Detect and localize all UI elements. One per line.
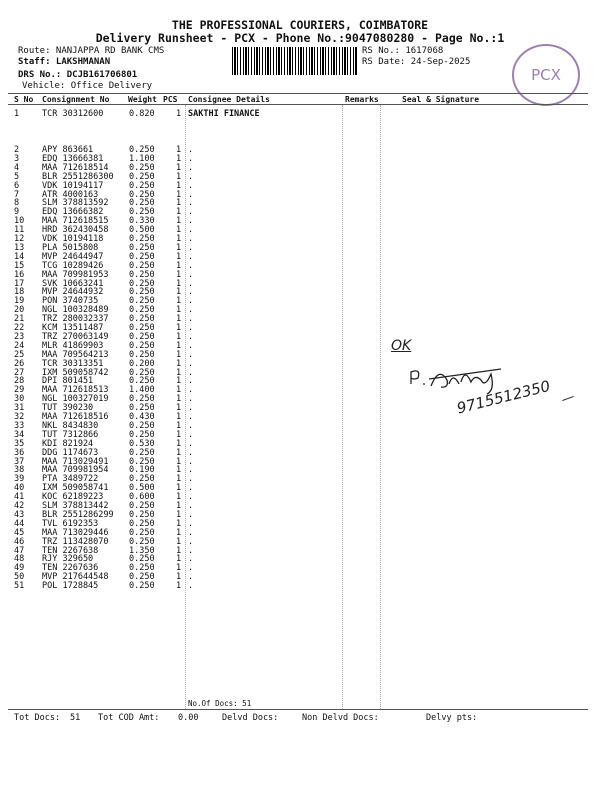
cell-pcs: 1 [176, 492, 182, 503]
cell-pcs: 1 [176, 162, 182, 173]
cell-detail: . [188, 545, 194, 556]
header-bottom-rule [8, 104, 588, 105]
cell-detail: . [188, 296, 194, 307]
col-seal: Seal & Signature [402, 95, 480, 104]
cell-cons: RJY 329650 [42, 554, 94, 565]
no-of-docs: No.Of Docs: 51 [188, 699, 252, 708]
cell-pcs: 1 [176, 412, 182, 422]
cell-cons: NKL 8434830 [42, 420, 99, 431]
cell-detail: . [188, 474, 194, 485]
cell-wt: 0.530 [129, 438, 155, 449]
footer-rule [8, 709, 588, 710]
cell-sno: 11 [14, 225, 25, 236]
cell-sno: 40 [14, 483, 25, 494]
cell-wt: 0.250 [129, 340, 155, 351]
cell-pcs: 1 [176, 331, 182, 342]
cell-wt: 0.250 [129, 278, 155, 289]
cell-cons: HRD 362430458 [42, 225, 109, 236]
cell-pcs: 1 [176, 340, 182, 351]
pcx-stamp [512, 44, 580, 106]
cell-sno: 22 [14, 323, 25, 333]
cell-sno: 31 [14, 403, 25, 414]
cell-wt: 0.250 [129, 260, 155, 271]
col-pcs: PCS [163, 95, 178, 104]
cell-detail: . [188, 483, 194, 494]
cell-pcs: 1 [176, 216, 182, 227]
cell-sno: 8 [14, 198, 20, 209]
cell-pcs: 1 [176, 225, 182, 236]
cell-pcs: 1 [176, 474, 182, 485]
cell-cons: KOC 62189223 [42, 492, 104, 503]
cell-wt: 0.250 [129, 242, 155, 253]
cell-pcs: 1 [176, 171, 182, 182]
cell-cons: DDG 1174673 [42, 447, 99, 458]
cell-cons: ATR 4000163 [42, 189, 99, 200]
cell-wt: 0.250 [129, 563, 155, 574]
cell-pcs: 1 [176, 287, 182, 298]
cell-cons: SVK 10663241 [42, 278, 104, 289]
runsheet-title: Delivery Runsheet - PCX - Phone No.:9047080280 - Page No.:1 [95, 31, 505, 45]
cell-detail: . [188, 251, 194, 262]
cell-pcs: 1 [176, 376, 182, 387]
rs-no: RS No.: 1617068 [362, 46, 444, 56]
cell-pcs: 1 [176, 234, 182, 244]
cell-detail: . [188, 260, 194, 271]
cell-cons: SLM 378813592 [42, 198, 109, 209]
cell-sno: 25 [14, 349, 25, 360]
cell-detail: . [188, 518, 194, 529]
cell-detail: . [188, 554, 194, 565]
cell-pcs: 1 [176, 260, 182, 271]
cell-sno: 18 [14, 287, 25, 298]
cell-cons: MAA 712618514 [42, 162, 109, 173]
non-delvd-docs: Non Delvd Docs: [302, 713, 379, 723]
cell-wt: 0.250 [129, 554, 155, 565]
cell-cons: PLA 5015808 [42, 242, 99, 253]
cell-detail: . [188, 225, 194, 236]
cell-sno: 21 [14, 314, 25, 325]
cell-sno: 44 [14, 518, 25, 529]
cell-detail: . [188, 269, 194, 280]
cell-cons: APY 863661 [42, 145, 94, 155]
cell-detail: . [188, 456, 194, 467]
tot-docs-value: 51 [70, 713, 81, 723]
cell-sno: 7 [14, 189, 20, 200]
cell-wt: 0.250 [129, 572, 155, 583]
cell-cons: MVP 24644947 [42, 251, 104, 262]
col-remarks: Remarks [345, 95, 379, 104]
handwritten-ok: OK [391, 338, 412, 354]
cell-wt: 0.250 [129, 394, 155, 405]
cell-pcs: 1 [176, 581, 182, 592]
cell-pcs: 1 [176, 109, 182, 119]
cell-sno: 14 [14, 251, 25, 262]
cell-detail: . [188, 305, 194, 316]
cell-wt: 0.250 [129, 269, 155, 280]
cell-wt: 0.250 [129, 171, 155, 182]
cell-wt: 0.250 [129, 474, 155, 485]
cell-pcs: 1 [176, 367, 182, 378]
cell-pcs: 1 [176, 251, 182, 262]
company-title: THE PROFESSIONAL COURIERS, COIMBATORE [171, 18, 429, 32]
cell-wt: 0.330 [129, 216, 155, 227]
cell-sno: 27 [14, 367, 25, 378]
cell-sno: 28 [14, 376, 25, 387]
cell-wt: 0.200 [129, 358, 155, 369]
cell-wt: 0.250 [129, 367, 155, 378]
cell-wt: 0.250 [129, 349, 155, 360]
cell-detail: . [188, 385, 194, 396]
cell-wt: 0.250 [129, 429, 155, 440]
cell-cons: SLM 378813442 [42, 501, 109, 511]
cell-wt: 0.250 [129, 234, 155, 244]
cell-pcs: 1 [176, 269, 182, 280]
cell-pcs: 1 [176, 545, 182, 556]
cell-detail: . [188, 563, 194, 574]
cell-cons: TUT 390230 [42, 403, 94, 414]
cell-pcs: 1 [176, 438, 182, 449]
cell-detail: . [188, 376, 194, 387]
cell-pcs: 1 [176, 501, 182, 511]
cell-cons: IXM 509058742 [42, 367, 109, 378]
cell-wt: 0.250 [129, 403, 155, 414]
cell-detail: . [188, 447, 194, 458]
cell-pcs: 1 [176, 518, 182, 529]
cell-pcs: 1 [176, 554, 182, 565]
cell-wt: 0.250 [129, 207, 155, 218]
cell-pcs: 1 [176, 207, 182, 218]
cell-detail: . [188, 403, 194, 414]
cell-pcs: 1 [176, 189, 182, 200]
cell-sno: 2 [14, 145, 20, 155]
cell-sno: 10 [14, 216, 25, 227]
cell-pcs: 1 [176, 394, 182, 405]
stamp-text: PCX [531, 66, 561, 84]
cell-sno: 48 [14, 554, 25, 565]
cell-pcs: 1 [176, 358, 182, 369]
cell-sno: 30 [14, 394, 25, 405]
cell-detail: . [188, 349, 194, 360]
cell-cons: MAA 709564213 [42, 349, 109, 360]
cell-detail: . [188, 323, 194, 333]
cell-pcs: 1 [176, 447, 182, 458]
cell-pcs: 1 [176, 403, 182, 414]
cell-detail: . [188, 153, 194, 164]
cell-wt: 0.250 [129, 162, 155, 173]
cell-cons: MVP 217644548 [42, 572, 109, 583]
cell-wt: 0.250 [129, 501, 155, 511]
cell-detail: . [188, 189, 194, 200]
cell-cons: NGL 100327019 [42, 394, 109, 405]
cell-cons: DPI 801451 [42, 376, 94, 387]
cell-sno: 51 [14, 581, 25, 592]
cell-sno: 32 [14, 412, 25, 422]
cell-cons: POL 1728845 [42, 581, 99, 592]
cell-detail: . [188, 367, 194, 378]
cell-sno: 41 [14, 492, 25, 503]
cell-detail: . [188, 465, 194, 476]
cell-pcs: 1 [176, 563, 182, 574]
cell-sno: 15 [14, 260, 25, 271]
cell-wt: 0.250 [129, 323, 155, 333]
col-weight: Weight [128, 95, 157, 104]
cell-detail: . [188, 314, 194, 325]
cell-detail: . [188, 358, 194, 369]
cell-cons: KDI 821924 [42, 438, 94, 449]
cell-cons: TUT 7312866 [42, 429, 99, 440]
cell-wt: 0.250 [129, 145, 155, 155]
cell-cons: MLR 41869903 [42, 340, 104, 351]
cell-sno: 45 [14, 527, 25, 538]
cell-pcs: 1 [176, 323, 182, 333]
delvy-pts: Delvy pts: [426, 713, 478, 723]
cell-sno: 34 [14, 429, 25, 440]
header-top-rule [8, 93, 588, 94]
cell-wt: 0.250 [129, 314, 155, 325]
cell-pcs: 1 [176, 314, 182, 325]
cell-sno: 1 [14, 109, 20, 119]
cell-detail: . [188, 287, 194, 298]
cell-sno: 5 [14, 171, 20, 182]
col-consignment: Consignment No [42, 95, 110, 104]
cell-sno: 12 [14, 234, 25, 244]
cell-pcs: 1 [176, 145, 182, 155]
cell-cons: MAA 713029446 [42, 527, 109, 538]
cell-pcs: 1 [176, 153, 182, 164]
cell-cons: IXM 509058741 [42, 483, 109, 494]
cell-detail: SAKTHI FINANCE [188, 109, 260, 119]
cell-cons: KCM 13511487 [42, 323, 104, 333]
cell-detail: . [188, 492, 194, 503]
cell-wt: 1.100 [129, 153, 155, 164]
cell-detail: . [188, 438, 194, 449]
cell-pcs: 1 [176, 420, 182, 431]
staff-label: Staff: LAKSHMANAN [18, 57, 111, 67]
cell-cons: MAA 709981954 [42, 465, 109, 476]
cell-sno: 49 [14, 563, 25, 574]
cell-sno: 3 [14, 153, 20, 164]
cell-cons: TVL 6192353 [42, 518, 99, 529]
cell-sno: 4 [14, 162, 20, 173]
cell-wt: 0.500 [129, 483, 155, 494]
cell-detail: . [188, 340, 194, 351]
cell-wt: 0.250 [129, 518, 155, 529]
cell-cons: MAA 712618516 [42, 412, 109, 422]
cell-detail: . [188, 394, 194, 405]
cell-cons: TEN 2267638 [42, 545, 99, 556]
cell-sno: 33 [14, 420, 25, 431]
cell-wt: 1.350 [129, 545, 155, 556]
cell-cons: EDQ 13666382 [42, 207, 104, 218]
cell-detail: . [188, 234, 194, 244]
cell-cons: VDK 10194118 [42, 234, 104, 244]
cell-pcs: 1 [176, 483, 182, 494]
cell-sno: 42 [14, 501, 25, 511]
cell-detail: . [188, 162, 194, 173]
cell-pcs: 1 [176, 527, 182, 538]
cell-wt: 0.250 [129, 331, 155, 342]
cell-detail: . [188, 331, 194, 342]
cell-wt: 0.600 [129, 492, 155, 503]
cell-cons: MAA 713029491 [42, 456, 109, 467]
cell-sno: 24 [14, 340, 25, 351]
tot-cod-value: 0.00 [178, 713, 199, 723]
cell-detail: . [188, 501, 194, 511]
cell-pcs: 1 [176, 572, 182, 583]
cell-wt: 0.250 [129, 296, 155, 307]
cell-pcs: 1 [176, 349, 182, 360]
cell-sno: 26 [14, 358, 25, 369]
cell-sno: 16 [14, 269, 25, 280]
cell-pcs: 1 [176, 385, 182, 396]
cell-detail: . [188, 420, 194, 431]
cell-cons: MAA 712618513 [42, 385, 109, 396]
cell-wt: 0.250 [129, 536, 155, 547]
cell-detail: . [188, 242, 194, 253]
cell-wt: 0.430 [129, 412, 155, 422]
cell-detail: . [188, 180, 194, 191]
cell-sno: 9 [14, 207, 20, 218]
cell-detail: . [188, 412, 194, 422]
delvd-docs: Delvd Docs: [222, 713, 279, 723]
cell-wt: 0.250 [129, 198, 155, 209]
cell-detail: . [188, 216, 194, 227]
cell-sno: 29 [14, 385, 25, 396]
cell-pcs: 1 [176, 198, 182, 209]
cell-detail: . [188, 198, 194, 209]
cell-sno: 17 [14, 278, 25, 289]
cell-wt: 0.250 [129, 287, 155, 298]
rs-date: RS Date: 24-Sep-2025 [362, 57, 471, 67]
cell-pcs: 1 [176, 242, 182, 253]
cell-wt: 0.250 [129, 251, 155, 262]
cell-sno: 46 [14, 536, 25, 547]
cell-cons: TCG 10289426 [42, 260, 104, 271]
drs-label: DRS No.: DCJB161706801 [18, 70, 138, 80]
table-row [0, 582, 600, 591]
cell-wt: 0.250 [129, 509, 155, 520]
cell-sno: 43 [14, 509, 25, 520]
cell-detail: . [188, 572, 194, 583]
cell-cons: PTA 3489722 [42, 474, 99, 485]
cell-wt: 0.250 [129, 581, 155, 592]
cell-cons: TCR 30313351 [42, 358, 104, 369]
cell-sno: 37 [14, 456, 25, 467]
cell-cons: NGL 100328489 [42, 305, 109, 316]
cell-wt: 0.250 [129, 420, 155, 431]
cell-sno: 23 [14, 331, 25, 342]
cell-pcs: 1 [176, 465, 182, 476]
tot-docs-label: Tot Docs: [14, 713, 61, 723]
handwritten-phone: 9715512350 [455, 376, 552, 418]
cell-wt: 0.500 [129, 225, 155, 236]
cell-wt: 0.250 [129, 447, 155, 458]
cell-pcs: 1 [176, 536, 182, 547]
cell-pcs: 1 [176, 429, 182, 440]
cell-detail: . [188, 429, 194, 440]
cell-wt: 0.250 [129, 527, 155, 538]
cell-cons: TEN 2267636 [42, 563, 99, 574]
table-row [0, 110, 600, 119]
cell-sno: 39 [14, 474, 25, 485]
cell-pcs: 1 [176, 296, 182, 307]
cell-cons: BLR 2551286300 [42, 171, 114, 182]
route-label: Route: NANJAPPA RD BANK CMS [18, 46, 165, 56]
barcode [232, 47, 357, 75]
cell-sno: 13 [14, 242, 25, 253]
cell-wt: 1.400 [129, 385, 155, 396]
cell-cons: TRZ 113428070 [42, 536, 109, 547]
cell-sno: 38 [14, 465, 25, 476]
cell-detail: . [188, 527, 194, 538]
cell-wt: 0.250 [129, 180, 155, 191]
cell-wt: 0.250 [129, 305, 155, 316]
cell-detail: . [188, 207, 194, 218]
cell-cons: MAA 709981953 [42, 269, 109, 280]
cell-cons: PON 3740735 [42, 296, 99, 307]
cell-cons: TRZ 280032337 [42, 314, 109, 325]
col-consignee: Consignee Details [188, 95, 270, 104]
cell-cons: EDQ 13666381 [42, 153, 104, 164]
cell-cons: MVP 24644932 [42, 287, 104, 298]
col-sno: S No [14, 95, 34, 104]
cell-detail: . [188, 509, 194, 520]
cell-cons: MAA 712618515 [42, 216, 109, 227]
cell-detail: . [188, 171, 194, 182]
cell-pcs: 1 [176, 278, 182, 289]
cell-sno: 20 [14, 305, 25, 316]
cell-wt: 0.250 [129, 376, 155, 387]
cell-cons: VDK 10194117 [42, 180, 104, 191]
cell-cons: TCR 30312600 [42, 109, 104, 119]
cell-pcs: 1 [176, 456, 182, 467]
cell-cons: BLR 2551286299 [42, 509, 114, 520]
tot-cod-label: Tot COD Amt: [98, 713, 160, 723]
cell-wt: 0.190 [129, 465, 155, 476]
cell-wt: 0.250 [129, 456, 155, 467]
cell-wt: 0.250 [129, 189, 155, 200]
cell-detail: . [188, 145, 194, 155]
cell-detail: . [188, 536, 194, 547]
cell-sno: 36 [14, 447, 25, 458]
cell-sno: 47 [14, 545, 25, 556]
cell-detail: . [188, 278, 194, 289]
cell-sno: 35 [14, 438, 25, 449]
cell-cons: TRZ 270063149 [42, 331, 109, 342]
cell-pcs: 1 [176, 305, 182, 316]
cell-sno: 19 [14, 296, 25, 307]
cell-wt: 0.820 [129, 109, 155, 119]
cell-pcs: 1 [176, 180, 182, 191]
cell-detail: . [188, 581, 194, 592]
vehicle-label: Vehicle: Office Delivery [22, 81, 153, 91]
cell-pcs: 1 [176, 509, 182, 520]
cell-sno: 50 [14, 572, 25, 583]
cell-sno: 6 [14, 180, 20, 191]
